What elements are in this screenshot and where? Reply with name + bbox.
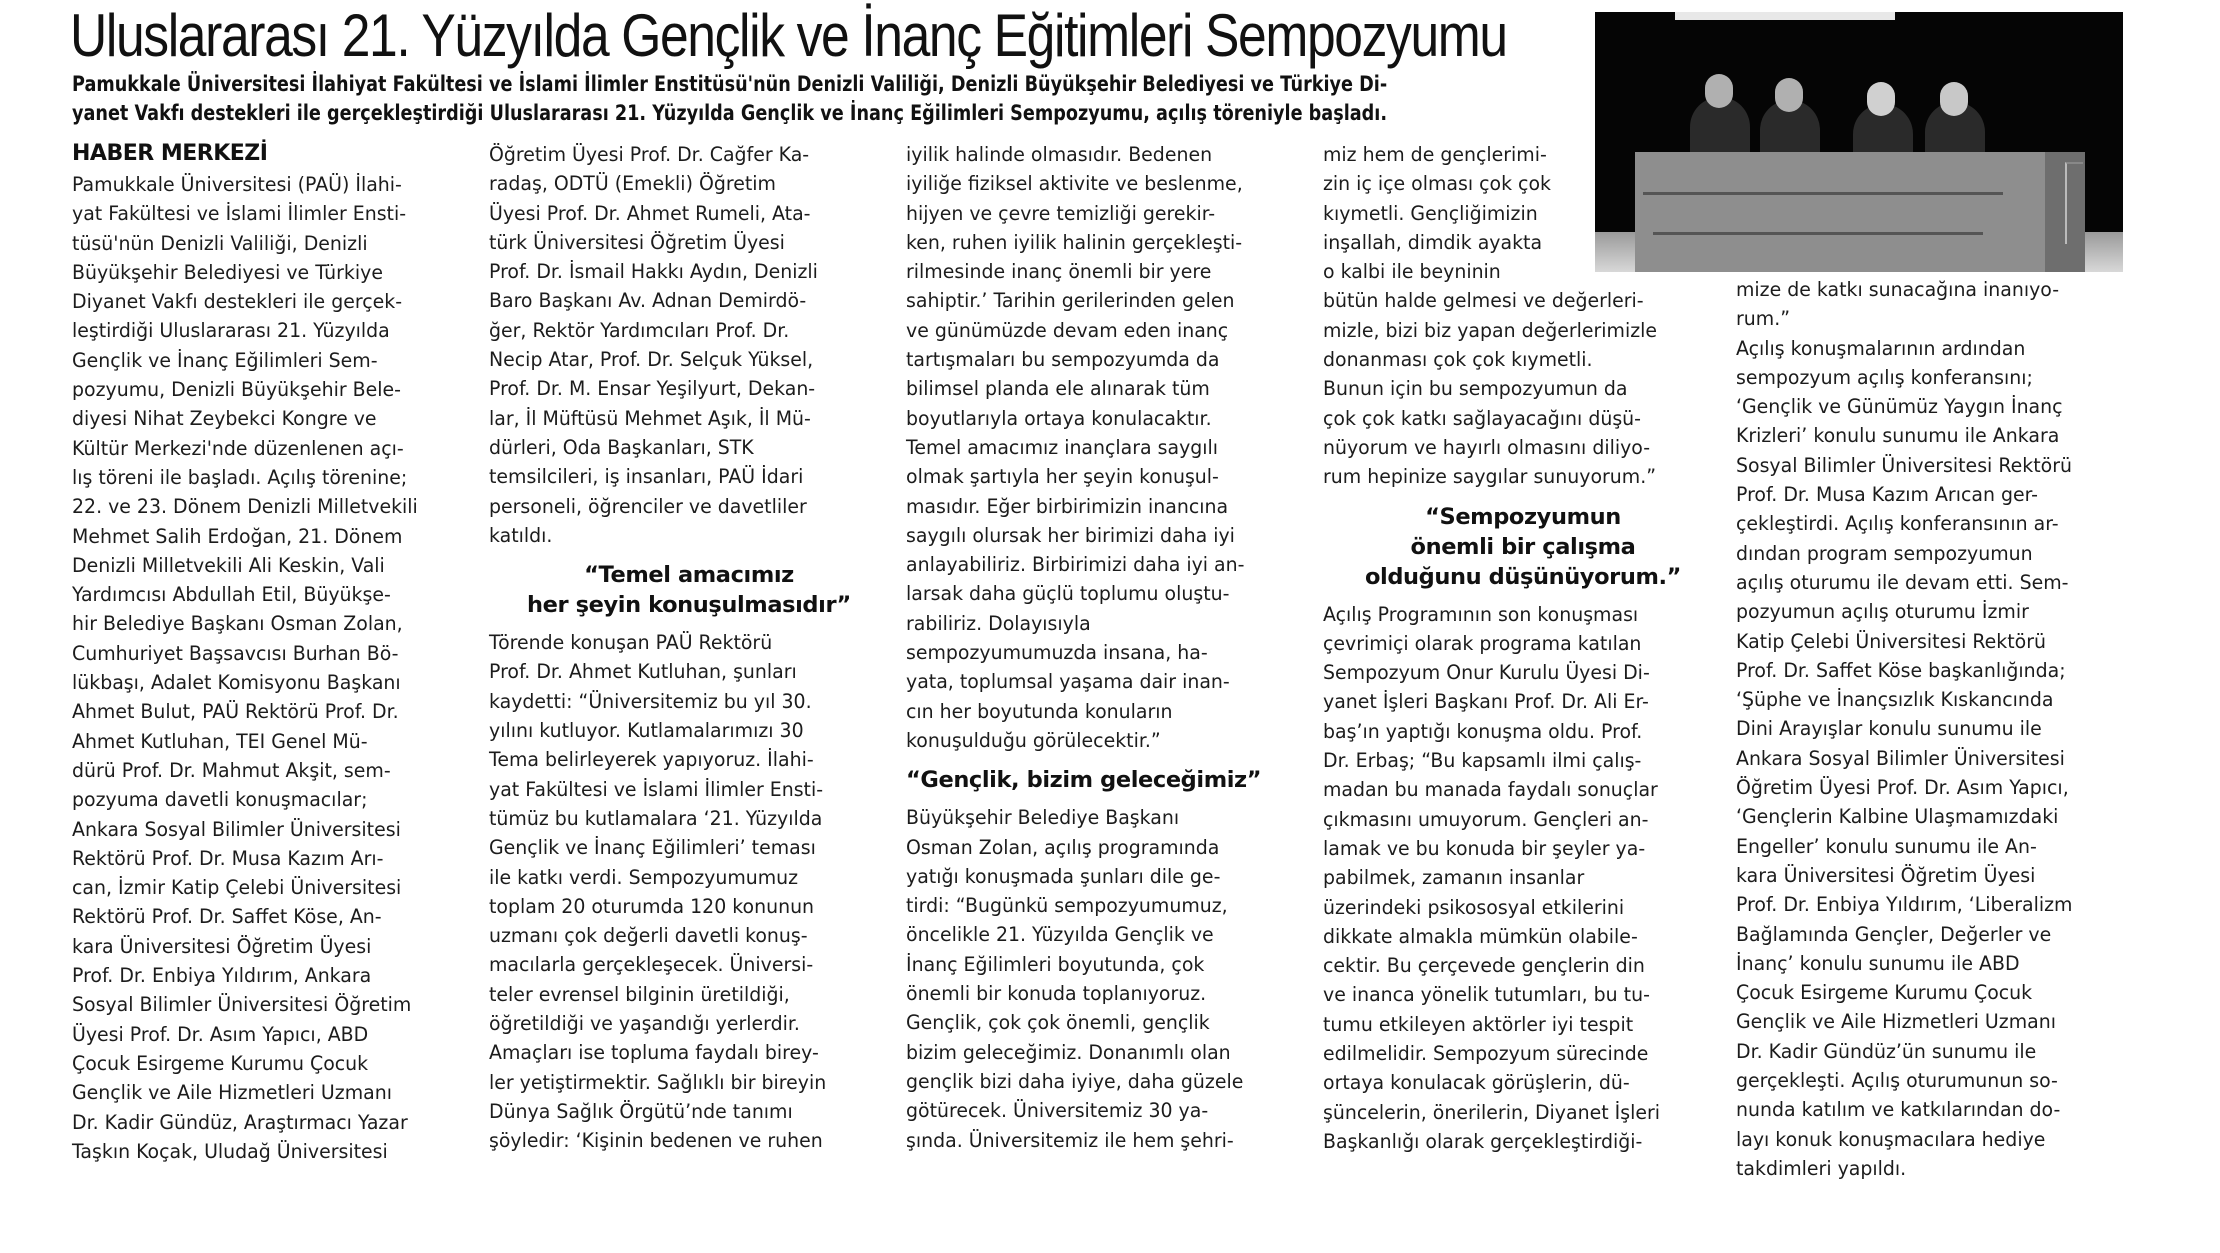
body-text-line: Başkanlığı olarak gerçekleştirdiği- (1323, 1129, 1643, 1153)
body-text-line: Necip Atar, Prof. Dr. Selçuk Yüksel, (489, 348, 814, 372)
body-text-line: rabiliriz. Dolayısıyla (906, 611, 1091, 635)
panelist-head (1940, 82, 1968, 116)
lead-line: Pamukkale Üniversitesi İlahiyat Fakültesi ve İslami İlimler Enstitüsü'nün Denizli Valiliği, Denizli Büyükşehir Belediyesi ve Türkiye Di- (72, 72, 1388, 96)
body-text-line: yat Fakültesi ve İslami İlimler Ensti- (72, 202, 407, 226)
body-text-line: Ahmet Kutluhan, TEI Genel Mü- (72, 729, 368, 753)
chair (2065, 162, 2083, 244)
body-text-line: lamak ve bu konuda bir şeyler ya- (1323, 836, 1646, 860)
body-text-line: hijyen ve çevre temizliği gerekir- (906, 201, 1216, 225)
body-text-line: edilmelidir. Sempozyum sürecinde (1323, 1042, 1649, 1066)
body-text-line: temsilcileri, iş insanları, PAÜ İdari (489, 465, 804, 489)
body-text-line: gerçekleşti. Açılış oturumunun so- (1736, 1069, 2058, 1093)
body-text-line: Denizli Milletvekili Ali Keskin, Vali (72, 553, 385, 577)
subheading-line: “Gençlik, bizim geleceğimiz” (906, 767, 1262, 794)
subheading-line: “Sempozyumun (1425, 503, 1621, 530)
body-text-line: dürü Prof. Dr. Mahmut Akşit, sem- (72, 758, 391, 782)
body-text-line: Prof. Dr. Ahmet Kutluhan, şunları (489, 660, 797, 684)
article-column-4 (1323, 140, 1723, 1156)
body-text-line: Sosyal Bilimler Üniversitesi Rektörü (1736, 453, 2072, 477)
body-text-line: macılarla gerçekleşecek. Üniversi- (489, 953, 814, 977)
body-text-line: can, İzmir Katip Çelebi Üniversitesi (72, 876, 402, 900)
body-text-line: Çocuk Esirgeme Kurumu Çocuk (1736, 981, 2033, 1005)
body-text-line: Cumhuriyet Başsavcısı Burhan Bö- (72, 641, 399, 665)
body-text-line: iyilik halinde olmasıdır. Bedenen (906, 143, 1213, 166)
subheading-line: olduğunu düşünüyorum.” (1364, 563, 1682, 590)
panelist-head (1775, 78, 1803, 112)
body-text-line: 22. ve 23. Dönem Denizli Milletvekili (72, 495, 418, 519)
body-text-line: sempozyumumuzda insana, ha- (906, 641, 1208, 665)
body-text-line: Engeller’ konulu sunumu ile An- (1736, 834, 2037, 858)
body-text-line: Açılış konuşmalarının ardından (1736, 336, 2026, 360)
body-text-line: Taşkın Koçak, Uludağ Üniversitesi (72, 1139, 388, 1163)
body-text-line: lar, İl Müftüsü Mehmet Aşık, İl Mü- (489, 406, 811, 430)
body-text-line: Tema belirleyerek yapıyoruz. İlahi- (489, 748, 814, 772)
body-text-line: katıldı. (489, 523, 553, 547)
body-text-line: Büyükşehir Belediyesi ve Türkiye (72, 260, 383, 284)
body-text-line: iyiliğe fiziksel aktivite ve beslenme, (906, 172, 1243, 196)
body-text-line: kıymetli. Gençliğimizin (1323, 201, 1538, 225)
subheading-line: önemli bir çalışma (1410, 533, 1636, 560)
body-text-line: Gençlik ve Aile Hizmetleri Uzmanı (1736, 1010, 2056, 1034)
lead-line: yanet Vakfı destekleri ile gerçekleştirdiği Uluslararası 21. Yüzyılda Gençlik ve İnanç Eğilimleri Sempozyumu, açılış töreniyle başladı. (72, 101, 1388, 125)
body-text-line: Krizleri’ konulu sunumu ile Ankara (1736, 424, 2060, 448)
body-text-line: rum hepinize saygılar sunuyorum.” (1323, 465, 1657, 489)
body-text-line: Prof. Dr. İsmail Hakkı Aydın, Denizli (489, 260, 818, 284)
body-text-line: Törende konuşan PAÜ Rektörü (489, 631, 773, 655)
body-text-line: ortaya konulacak görüşlerin, dü- (1323, 1071, 1630, 1095)
body-text-line: Prof. Dr. Enbiya Yıldırım, ‘Liberalizm (1736, 893, 2073, 917)
body-text-line: o kalbi ile beyninin (1323, 260, 1501, 284)
body-text-line: Açılış Programının son konuşması (1323, 602, 1639, 626)
article-title: Uluslararası 21. Yüzyılda Gençlik ve İnanç Eğitimleri Sempozyumu (70, 2, 1507, 69)
body-text-line: larsak daha güçlü toplumu oluştu- (906, 582, 1230, 606)
body-text-line: Ankara Sosyal Bilimler Üniversitesi (1736, 746, 2065, 770)
article-column-1 (72, 170, 472, 1166)
body-text-line: toplam 20 oturumda 120 konunun (489, 894, 815, 918)
body-text-line: kaydetti: “Üniversitemiz bu yıl 30. (489, 689, 812, 713)
body-text-line: zin iç içe olması çok çok (1323, 172, 1551, 196)
body-text-line: tümüz bu kutlamalara ‘21. Yüzyılda (489, 806, 823, 830)
panelist-head (1867, 82, 1895, 116)
body-text-line: tartışmaları bu sempozyumda da (906, 348, 1220, 372)
body-text-line: pozyumu, Denizli Büyükşehir Bele- (72, 378, 401, 402)
body-text-line: Osman Zolan, açılış programında (906, 835, 1220, 859)
body-text-line: çok çok katkı sağlayacağını düşü- (1323, 406, 1641, 430)
body-text-line: layı konuk konuşmacılara hediye (1736, 1127, 2046, 1151)
body-text-line: takdimleri yapıldı. (1736, 1156, 1907, 1180)
subheading (906, 755, 1306, 803)
body-text-line: baş’ın yaptığı konuşma oldu. Prof. (1323, 719, 1643, 743)
body-text-line: masıdır. Eğer birbirimizin inancına (906, 494, 1229, 518)
article-column-3 (906, 140, 1306, 1155)
body-text-line: Üyesi Prof. Dr. Asım Yapıcı, ABD (72, 1022, 369, 1046)
body-text-line: Bunun için bu sempozyumun da (1323, 377, 1628, 401)
byline: HABER MERKEZİ (72, 141, 268, 166)
subheading (489, 550, 889, 628)
body-text-line: dürleri, Oda Başkanları, STK (489, 435, 754, 459)
body-text-line: diyesi Nihat Zeybekci Kongre ve (72, 407, 377, 431)
body-text-line: Sempozyum Onur Kurulu Üyesi Di- (1323, 661, 1650, 685)
body-text-line: Dr. Kadir Gündüz, Araştırmacı Yazar (72, 1110, 408, 1134)
body-text-line: bizim geleceğimiz. Donanımlı olan (906, 1040, 1231, 1064)
body-text-line: leştirdiği Uluslararası 21. Yüzyılda (72, 319, 390, 343)
panelist-head (1705, 74, 1733, 108)
body-text-line: inşallah, dimdik ayakta (1323, 230, 1543, 254)
body-text-line: Kültür Merkezi'nde düzenlenen açı- (72, 436, 404, 460)
body-text-line: yanet İşleri Başkanı Prof. Dr. Ali Er- (1323, 690, 1649, 714)
body-text-line: boyutlarıyla ortaya konulacaktır. (906, 406, 1212, 430)
body-text-line: Prof. Dr. M. Ensar Yeşilyurt, Dekan- (489, 377, 816, 401)
body-text-line: Yardımcısı Abdullah Etil, Büyükşe- (72, 583, 391, 607)
projection-screen (1675, 12, 1895, 20)
body-text-line: çevrimiçi olarak programa katılan (1323, 631, 1642, 655)
body-text-line: rilmesinde inanç önemli bir yere (906, 260, 1212, 284)
body-text-line: öncelikle 21. Yüzyılda Gençlik ve (906, 923, 1214, 947)
body-text-line: pozyumun açılış oturumu İzmir (1736, 600, 2029, 624)
body-text-line: ken, ruhen iyilik halinin gerçekleşti- (906, 230, 1243, 254)
body-text-line: açılış oturumu ile devam etti. Sem- (1736, 570, 2069, 594)
article-lead (72, 70, 1388, 128)
body-text-line: tumu etkileyen aktörler iyi tespit (1323, 1012, 1634, 1036)
body-text-line: bütün halde gelmesi ve değerleri- (1323, 289, 1644, 313)
body-text-line: yılını kutluyor. Kutlamalarımızı 30 (489, 719, 804, 743)
body-text-line: şında. Üniversitemiz ile hem şehri- (906, 1128, 1234, 1152)
body-text-line: yat Fakültesi ve İslami İlimler Ensti- (489, 777, 824, 801)
body-text-line: saygılı olursak her birimizi daha iyi (906, 523, 1235, 547)
body-text-line: Gençlik ve Aile Hizmetleri Uzmanı (72, 1081, 392, 1105)
body-text-line: mizle, bizi biz yapan değerlerimizle (1323, 318, 1658, 342)
body-text-line: Gençlik, çok çok önemli, gençlik (906, 1011, 1210, 1035)
body-text-line: lış töreni ile başladı. Açılış törenine; (72, 465, 408, 489)
body-text-line: Çocuk Esirgeme Kurumu Çocuk (72, 1051, 369, 1075)
body-text-line: yatığı konuşmada şunları dile ge- (906, 864, 1221, 888)
body-text-line: Ahmet Bulut, PAÜ Rektörü Prof. Dr. (72, 700, 399, 724)
body-text-line: çıkmasını umuyorum. Gençleri an- (1323, 807, 1649, 831)
body-text-line: madan bu manada faydalı sonuçlar (1323, 778, 1658, 802)
body-text-line: cın her boyutunda konuların (906, 699, 1173, 723)
body-text-line: dikkate almakla mümkün olabile- (1323, 924, 1638, 948)
body-text-line: götürecek. Üniversitemiz 30 ya- (906, 1099, 1209, 1123)
body-text-line: Prof. Dr. Enbiya Yıldırım, Ankara (72, 964, 372, 988)
body-text-line: Dini Arayışlar konulu sunumu ile (1736, 717, 2042, 741)
body-text-line: teler evrensel bilginin üretildiği, (489, 982, 790, 1006)
body-text-line: yata, toplumsal yaşama dair inan- (906, 670, 1230, 694)
article-column-2 (489, 140, 889, 1156)
body-text-line: lükbaşı, Adalet Komisyonu Başkanı (72, 671, 401, 695)
body-text-line: şüncelerin, önerilerin, Diyanet İşleri (1323, 1100, 1660, 1124)
body-text-line: sahiptir.’ Tarihin gerilerinden gelen (906, 289, 1235, 313)
body-text-line: şöyledir: ‘Kişinin bedenen ve ruhen (489, 1129, 823, 1153)
body-text-line: üzerindeki psikososyal etkilerini (1323, 895, 1625, 919)
subheading-line: “Temel amacımız (584, 562, 794, 589)
body-text-line: ile katkı verdi. Sempozyumumuz (489, 865, 799, 889)
body-text-line: Büyükşehir Belediye Başkanı (906, 806, 1180, 830)
body-text-line: Rektörü Prof. Dr. Musa Kazım Arı- (72, 846, 384, 870)
body-text-line: İnanç Eğilimleri boyutunda, çok (906, 952, 1205, 976)
body-text-line: hir Belediye Başkanı Osman Zolan, (72, 612, 403, 636)
body-text-line: anlayabiliriz. Birbirimizi daha iyi an- (906, 553, 1245, 577)
body-text-line: ‘Gençlik ve Günümüz Yaygın İnanç (1736, 395, 2063, 419)
body-text-line: İnanç’ konulu sunumu ile ABD (1736, 951, 2020, 975)
body-text-line: ve inanca yönelik tutumları, bu tu- (1323, 983, 1650, 1007)
article-column-5 (1736, 275, 2136, 1183)
body-text-line: Temel amacımız inançlara saygılı (906, 435, 1219, 459)
body-text-line: türk Üniversitesi Öğretim Üyesi (489, 230, 785, 254)
body-text-line: personeli, öğrenciler ve davetliler (489, 494, 807, 518)
body-text-line: Rektörü Prof. Dr. Saffet Köse, An- (72, 905, 382, 929)
body-text-line: Pamukkale Üniversitesi (PAÜ) İlahi- (72, 173, 402, 196)
body-text-line: donanması çok çok kıymetli. (1323, 348, 1593, 372)
body-text-line: Öğretim Üyesi Prof. Dr. Asım Yapıcı, (1736, 776, 2069, 800)
body-text-line: cektir. Bu çerçevede gençlerin din (1323, 954, 1645, 978)
body-text-line: sempozyum açılış konferansını; (1736, 365, 2033, 389)
body-text-line: tüsü'nün Denizli Valiliği, Denizli (72, 231, 368, 255)
body-text-line: Gençlik ve İnanç Eğilimleri Sem- (72, 348, 378, 372)
body-text-line: pozyuma davetli konuşmacılar; (72, 788, 368, 812)
body-text-line: bilimsel planda ele alınarak tüm (906, 377, 1210, 401)
body-text-line: konuşulduğu görülecektir.” (906, 728, 1161, 752)
body-text-line: radaş, ODTÜ (Emekli) Öğretim (489, 172, 776, 196)
body-text-line: Dr. Kadir Gündüz’ün sunumu ile (1736, 1039, 2037, 1063)
body-text-line: önemli bir konuda toplanıyoruz. (906, 982, 1207, 1006)
body-text-line: Gençlik ve İnanç Eğilimleri’ teması (489, 836, 816, 860)
body-text-line: tirdi: “Bugünkü sempozyumumuz, (906, 894, 1228, 918)
body-text-line: pabilmek, zamanın insanlar (1323, 866, 1585, 890)
body-text-line: kara Üniversitesi Öğretim Üyesi (72, 934, 372, 958)
body-text-line: Diyanet Vakfı destekleri ile gerçek- (72, 290, 403, 314)
body-text-line: rum.” (1736, 307, 1791, 331)
subheading (1323, 492, 1723, 600)
body-text-line: Dünya Sağlık Örgütü’nde tanımı (489, 1099, 793, 1123)
body-text-line: ler yetiştirmektir. Sağlıklı bir bireyin (489, 1070, 827, 1094)
body-text-line: Üyesi Prof. Dr. Ahmet Rumeli, Ata- (489, 201, 811, 225)
body-text-line: olmak şartıyla her şeyin konuşul- (906, 465, 1219, 489)
body-text-line: Dr. Erbaş; “Bu kapsamlı ilmi çalış- (1323, 749, 1642, 773)
body-text-line: gençlik bizi daha iyiye, daha güzele (906, 1069, 1244, 1093)
body-text-line: ‘Şüphe ve İnançsızlık Kıskancında (1736, 688, 2054, 712)
body-text-line: mize de katkı sunacağına inanıyo- (1736, 278, 2060, 301)
body-text-line: miz hem de gençlerimi- (1323, 143, 1547, 166)
body-text-line: ve günümüzde devam eden inanç (906, 318, 1229, 342)
body-text-line: Sosyal Bilimler Üniversitesi Öğretim (72, 993, 412, 1017)
body-text-line: kara Üniversitesi Öğretim Üyesi (1736, 863, 2036, 887)
body-text-line: Baro Başkanı Av. Adnan Demirdö- (489, 289, 807, 313)
subheading-line: her şeyin konuşulmasıdır” (527, 592, 851, 619)
body-text-line: uzmanı çok değerli davetli konuş- (489, 924, 808, 948)
body-text-line: Katip Çelebi Üniversitesi Rektörü (1736, 629, 2046, 653)
body-text-line: ‘Gençlerin Kalbine Ulaşmamızdaki (1736, 805, 2059, 829)
body-text-line: Prof. Dr. Musa Kazım Arıcan ger- (1736, 483, 2039, 507)
body-text-line: Mehmet Salih Erdoğan, 21. Dönem (72, 524, 403, 548)
body-text-line: Bağlamında Gençler, Değerler ve (1736, 922, 2052, 946)
body-text-line: çekleştirdi. Açılış konferansının ar- (1736, 512, 2059, 536)
body-text-line: ğer, Rektör Yardımcıları Prof. Dr. (489, 318, 790, 342)
body-text-line: dından program sempozyumun (1736, 541, 2033, 565)
body-text-line: öğretildiği ve yaşandığı yerlerdir. (489, 1012, 800, 1036)
body-text-line: nunda katılım ve katkılarından do- (1736, 1098, 2061, 1122)
body-text-line: Amaçları ise topluma faydalı birey- (489, 1041, 819, 1065)
body-text-line: Prof. Dr. Saffet Köse başkanlığında; (1736, 658, 2066, 682)
body-text-line: Öğretim Üyesi Prof. Dr. Cağfer Ka- (489, 143, 810, 166)
body-text-line: Ankara Sosyal Bilimler Üniversitesi (72, 817, 401, 841)
body-text-line: nüyorum ve hayırlı olmasını diliyo- (1323, 435, 1651, 459)
